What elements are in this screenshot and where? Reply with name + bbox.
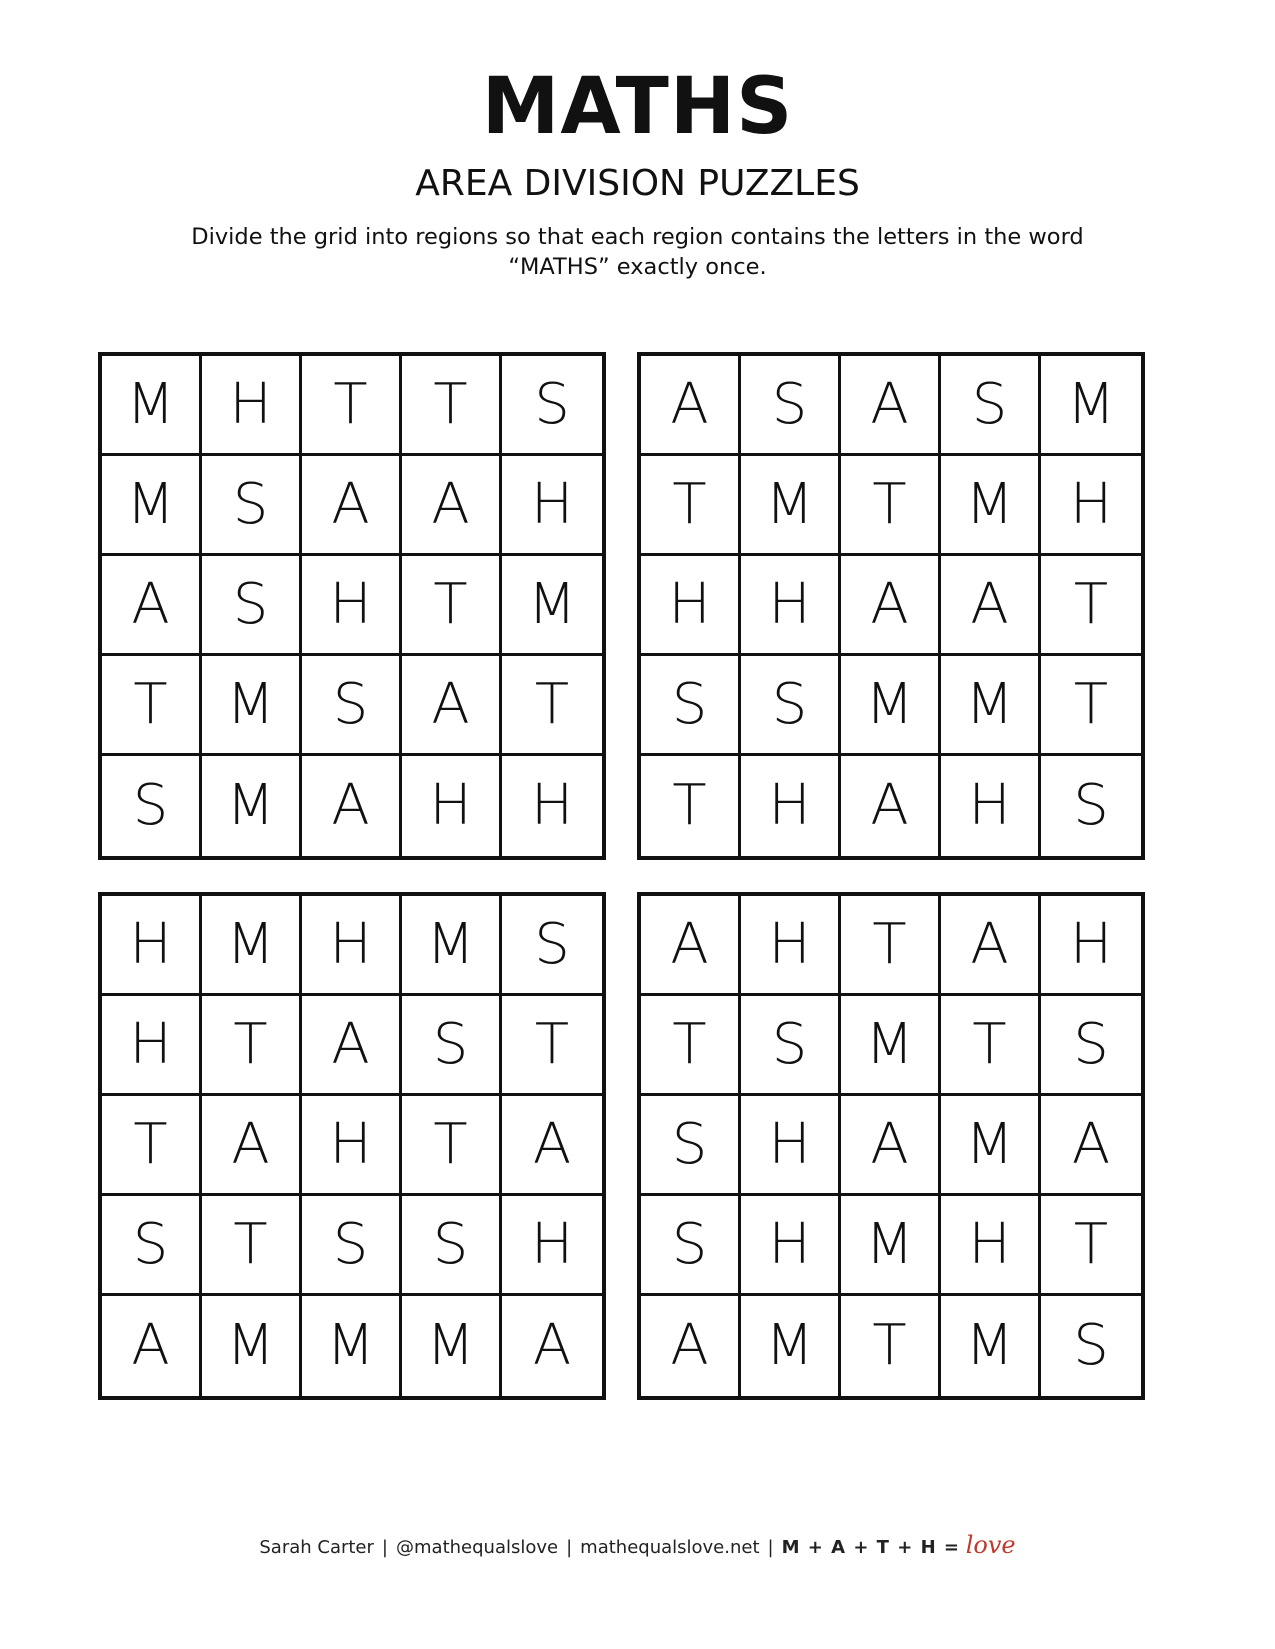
puzzle-grid-3 bbox=[98, 892, 606, 1400]
grid-cell[interactable]: M bbox=[941, 1296, 1041, 1396]
grid-cell[interactable]: M bbox=[841, 1196, 941, 1296]
grid-cell[interactable]: A bbox=[841, 356, 941, 456]
grid-cell[interactable]: T bbox=[641, 456, 741, 556]
grid-cell[interactable]: H bbox=[530, 773, 574, 838]
grid-cell[interactable]: T bbox=[402, 356, 502, 456]
grid-cell[interactable]: H bbox=[741, 1196, 841, 1296]
grid-cell[interactable]: S bbox=[1041, 996, 1141, 1096]
grid-cell[interactable]: T bbox=[202, 1196, 302, 1296]
grid-cell[interactable]: H bbox=[941, 756, 1041, 856]
grid-cell[interactable]: A bbox=[941, 896, 1041, 996]
grid-cell[interactable]: M bbox=[941, 456, 1041, 556]
grid-cell[interactable]: A bbox=[532, 1313, 572, 1378]
grid-cell[interactable]: T bbox=[102, 1096, 202, 1196]
grid-cell[interactable]: S bbox=[502, 356, 602, 456]
grid-cell[interactable]: M bbox=[502, 556, 602, 656]
grid-cell[interactable]: S bbox=[741, 356, 841, 456]
grid-cell[interactable]: H bbox=[741, 756, 841, 856]
grid-cell[interactable]: T bbox=[641, 996, 741, 1096]
grid-cell[interactable]: M bbox=[402, 1296, 502, 1396]
grid-cell[interactable]: H bbox=[302, 556, 402, 656]
grid-cell[interactable]: H bbox=[1041, 896, 1141, 996]
grid-cell[interactable]: H bbox=[641, 556, 741, 656]
grid-cell[interactable]: S bbox=[1073, 1313, 1109, 1378]
grid-cell[interactable]: T bbox=[941, 996, 1041, 1096]
grid-cell[interactable]: S bbox=[741, 656, 841, 756]
grid-cell[interactable]: T bbox=[502, 656, 602, 756]
grid-cell[interactable]: H bbox=[1041, 456, 1141, 556]
grid-cell[interactable]: H bbox=[741, 896, 841, 996]
grid-cell[interactable]: A bbox=[841, 756, 941, 856]
grid-cell[interactable]: T bbox=[1041, 556, 1141, 656]
grid-cell[interactable]: A bbox=[402, 456, 502, 556]
grid-cell[interactable]: A bbox=[941, 556, 1041, 656]
grid-cell[interactable]: H bbox=[202, 356, 302, 456]
puzzle-grid-4 bbox=[637, 892, 1145, 1400]
grid-cell[interactable]: M bbox=[941, 1096, 1041, 1196]
grid-cell[interactable]: T bbox=[841, 896, 941, 996]
grid-cell[interactable]: A bbox=[302, 456, 402, 556]
grid-cell[interactable]: A bbox=[302, 996, 402, 1096]
footer-separator: | bbox=[381, 1537, 388, 1558]
grid-cell[interactable]: T bbox=[402, 556, 502, 656]
grid-cell[interactable]: A bbox=[102, 556, 202, 656]
footer-separator: | bbox=[767, 1537, 774, 1558]
grid-cell[interactable]: M bbox=[402, 896, 502, 996]
grid-cell[interactable]: S bbox=[502, 896, 602, 996]
grid-cell[interactable]: M bbox=[741, 456, 841, 556]
grid-cell[interactable]: S bbox=[202, 456, 302, 556]
grid-cell[interactable]: T bbox=[402, 1096, 502, 1196]
grid-cell[interactable]: A bbox=[302, 756, 402, 856]
grid-cell[interactable]: M bbox=[302, 1296, 402, 1396]
puzzle-grid-2 bbox=[637, 352, 1145, 860]
grid-cell[interactable]: S bbox=[302, 656, 402, 756]
grid-cell[interactable]: T bbox=[502, 996, 602, 1096]
grid-cell[interactable]: H bbox=[302, 896, 402, 996]
grid-cell[interactable]: A bbox=[841, 1096, 941, 1196]
footer-love-logo: love bbox=[965, 1531, 1016, 1559]
grid-cell[interactable]: M bbox=[102, 356, 202, 456]
grid-cell[interactable]: H bbox=[741, 1096, 841, 1196]
page-title: MATHS bbox=[481, 62, 794, 152]
grid-cell[interactable]: T bbox=[841, 1296, 941, 1396]
grid-cell[interactable]: S bbox=[302, 1196, 402, 1296]
footer bbox=[0, 1530, 1275, 1563]
grid-cell[interactable]: A bbox=[102, 1296, 202, 1396]
grid-cell[interactable]: A bbox=[641, 1296, 741, 1396]
grid-cell[interactable]: M bbox=[1041, 356, 1141, 456]
grid-cell[interactable]: H bbox=[402, 756, 502, 856]
puzzle-grid-1 bbox=[98, 352, 606, 860]
grid-cell[interactable]: T bbox=[1041, 1196, 1141, 1296]
grid-cell[interactable]: S bbox=[102, 1196, 202, 1296]
footer-handle[interactable]: @mathequalslove bbox=[396, 1537, 559, 1558]
grid-cell[interactable]: T bbox=[641, 756, 741, 856]
grid-cell[interactable]: M bbox=[202, 756, 302, 856]
grid-cell[interactable]: M bbox=[841, 656, 941, 756]
grid-cell[interactable]: T bbox=[202, 996, 302, 1096]
grid-cell[interactable]: S bbox=[641, 1096, 741, 1196]
grid-cell[interactable]: A bbox=[502, 1096, 602, 1196]
grid-cell[interactable]: M bbox=[202, 1296, 302, 1396]
grid-cell[interactable]: T bbox=[1041, 656, 1141, 756]
grid-cell[interactable]: S bbox=[202, 556, 302, 656]
grid-cell[interactable]: T bbox=[302, 356, 402, 456]
grid-cell[interactable]: H bbox=[102, 896, 202, 996]
grid-cell[interactable]: H bbox=[502, 1196, 602, 1296]
grid-cell[interactable]: M bbox=[202, 896, 302, 996]
grid-cell[interactable]: H bbox=[741, 556, 841, 656]
grid-cell[interactable]: A bbox=[641, 356, 741, 456]
grid-cell[interactable]: M bbox=[741, 1296, 841, 1396]
page-subtitle: AREA DIVISION PUZZLES bbox=[415, 163, 860, 204]
grid-cell[interactable]: S bbox=[402, 1196, 502, 1296]
grid-cell[interactable]: H bbox=[502, 456, 602, 556]
footer-author: Sarah Carter bbox=[259, 1537, 374, 1558]
grid-cell[interactable]: M bbox=[202, 656, 302, 756]
grid-cell[interactable]: H bbox=[102, 996, 202, 1096]
instructions: Divide the grid into regions so that each region contains the letters in the word “MATHS” exactly once. bbox=[191, 224, 1084, 280]
grid-cell[interactable]: M bbox=[102, 456, 202, 556]
grid-cell[interactable]: M bbox=[841, 996, 941, 1096]
grid-cell[interactable]: S bbox=[1073, 773, 1109, 838]
grid-cell[interactable]: T bbox=[841, 456, 941, 556]
grid-cell[interactable]: S bbox=[402, 996, 502, 1096]
footer-brand: M + A + T + H = bbox=[781, 1537, 960, 1558]
grid-cell[interactable]: A bbox=[1041, 1096, 1141, 1196]
grid-cell[interactable]: S bbox=[641, 656, 741, 756]
grid-cell[interactable]: S bbox=[641, 1196, 741, 1296]
grid-cell[interactable]: A bbox=[841, 556, 941, 656]
grid-cell[interactable]: S bbox=[102, 756, 202, 856]
footer-site-link[interactable]: mathequalslove.net bbox=[580, 1537, 760, 1558]
grid-cell[interactable]: H bbox=[302, 1096, 402, 1196]
grid-cell[interactable]: S bbox=[941, 356, 1041, 456]
grid-cell[interactable]: M bbox=[941, 656, 1041, 756]
grid-cell[interactable]: H bbox=[941, 1196, 1041, 1296]
grid-cell[interactable]: A bbox=[641, 896, 741, 996]
grid-cell[interactable]: A bbox=[402, 656, 502, 756]
grid-cell[interactable]: A bbox=[202, 1096, 302, 1196]
grid-cell[interactable]: S bbox=[741, 996, 841, 1096]
footer-separator: | bbox=[566, 1537, 573, 1558]
grid-cell[interactable]: T bbox=[102, 656, 202, 756]
